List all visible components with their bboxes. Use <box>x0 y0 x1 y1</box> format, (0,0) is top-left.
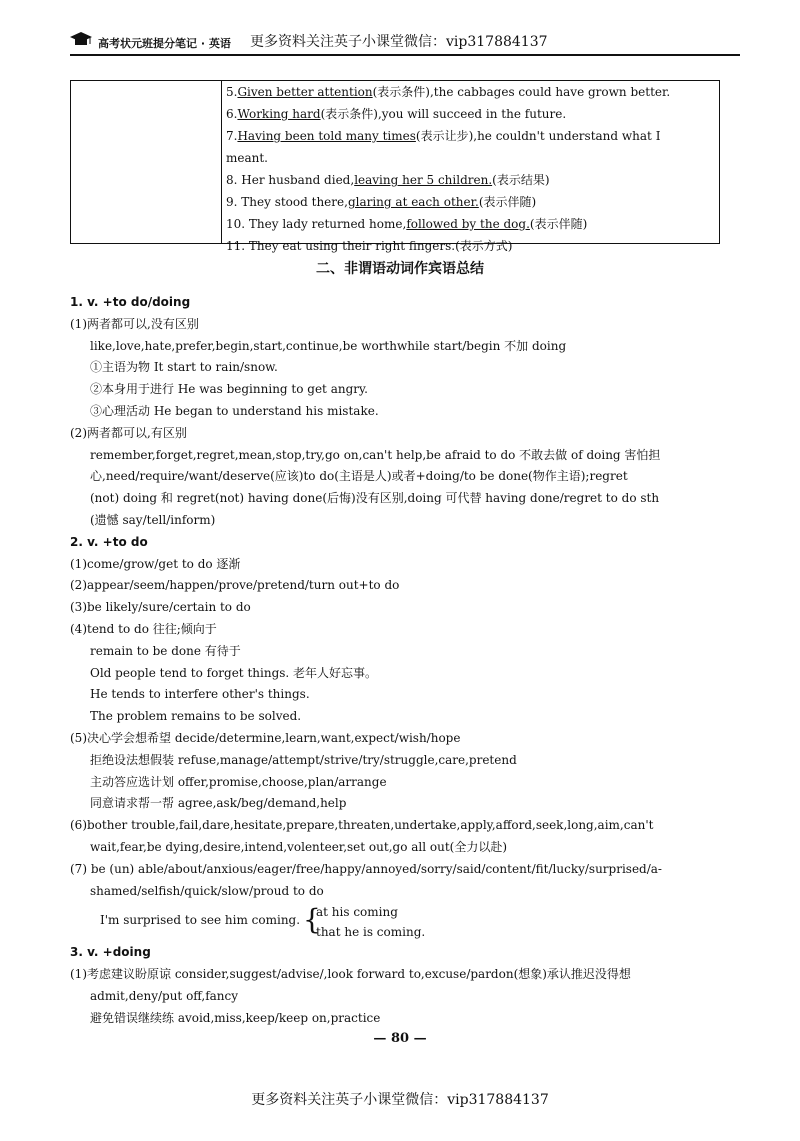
s2-item6a: (6)bother trouble,fail,dare,hesitate,prepare,threaten,undertake,apply,afford,seek,long,aim,can't <box>70 818 654 833</box>
s1-line1: remember,forget,regret,mean,stop,try,go on,can't help,be afraid to do 不敢去做 of doing 害怕担 <box>90 447 661 462</box>
s2-example-option-a: at his coming <box>316 905 398 920</box>
s1-line4: (遗憾 say/tell/inform) <box>90 512 216 527</box>
s2-example-block <box>70 902 730 942</box>
s2-item3: (3)be likely/sure/certain to do <box>70 600 251 615</box>
table-line-pre: They stood there, <box>237 195 348 209</box>
s2-item2: (2)appear/seem/happen/prove/pretend/turn out+to do <box>70 578 400 593</box>
s1-line3: (not) doing 和 regret(not) having done(后悔)没有区别,doing 可代替 having done/regret to do sth <box>90 491 660 506</box>
s2-example: I'm surprised to see him coming. <box>100 913 301 928</box>
s2-item4d: The problem remains to be solved. <box>90 709 302 724</box>
table-line-rest: meant. <box>226 151 268 165</box>
table-line-rest: (表示让步),he couldn't understand what I <box>415 129 661 143</box>
brace-icon: { <box>303 903 321 937</box>
s2-item1: (1)come/grow/get to do 逐渐 <box>70 556 241 571</box>
table-line-rest: (表示伴随) <box>529 217 588 231</box>
s2-item4a: remain to be done 有待于 <box>90 643 241 658</box>
s1-heading: 1. v. +to do/doing <box>70 295 191 309</box>
table-line-rest: (表示结果) <box>492 173 550 187</box>
table-line-num: 7. <box>226 129 238 143</box>
s2-heading: 2. v. +to do <box>70 534 148 549</box>
section-title: 二、非谓语动词作宾语总结 <box>316 261 484 277</box>
table-line-u: Having been told many times <box>237 129 416 143</box>
table-line <box>226 169 717 191</box>
table-line-rest: (表示条件),you will succeed in the future. <box>320 107 567 121</box>
table-line-pre: Her husband died, <box>237 173 355 187</box>
s2-item4c: He tends to interfere other's things. <box>90 687 310 702</box>
table-line-rest: (表示伴随) <box>478 195 537 209</box>
table-line-num: 10. <box>226 217 246 231</box>
s1-point2: ②本身用于进行 He was beginning to get angry. <box>90 382 368 397</box>
s2-item7a: (7) be (un) able/about/anxious/eager/free/happy/annoyed/sorry/said/content/fit/lucky/surprised/a- <box>70 861 662 876</box>
s2-example-option-b: that he is coming. <box>316 925 426 940</box>
table-line-pre: They eat using their right fingers <box>245 239 452 253</box>
page-number: — 80 — <box>373 1031 427 1046</box>
s3-line1: (1)考虑建议盼原谅 consider,suggest/advise/,look forward to,excuse/pardon(想象)承认推迟没得想 <box>70 967 631 982</box>
header-title: 高考状元班提分笔记 · 英语 <box>98 37 231 50</box>
table-line-num: 9. <box>226 195 238 209</box>
table-line-num: 11. <box>226 239 246 253</box>
table-line <box>226 125 717 147</box>
table-line-num: 5. <box>226 85 238 99</box>
table-line-rest: (表示条件),the cabbages could have grown better. <box>372 85 671 99</box>
header-watermark: 更多资料关注英子小课堂微信：vip317884137 <box>250 34 548 50</box>
s2-item4: (4)tend to do 往往;倾向于 <box>70 621 217 636</box>
s1-sub2: (2)两者都可以,有区别 <box>70 425 187 440</box>
s3-line2: admit,deny/put off,fancy <box>90 988 239 1003</box>
footer-watermark: 更多资料关注英子小课堂微信：vip317884137 <box>251 1092 549 1108</box>
s1-line2: 心,need/require/want/deserve(应该)to do(主语是人)或者+doing/to be done(物作主语);regret <box>90 469 628 484</box>
examples-table <box>70 80 720 253</box>
table-line-u: followed by the dog. <box>406 217 530 231</box>
table-line-num: 6. <box>226 107 238 121</box>
s1-verbs1: like,love,hate,prefer,begin,start,continue,be worthwhile start/begin 不加 doing <box>90 338 567 353</box>
table-line <box>226 81 717 103</box>
table-line <box>226 235 717 257</box>
table-lines <box>226 81 717 257</box>
s2-item5b: 主动答应选计划 offer,promise,choose,plan/arrange <box>90 774 387 789</box>
table-line-num: 8. <box>226 173 238 187</box>
table-line <box>226 213 717 235</box>
content-body <box>70 292 730 1030</box>
s1-point1: ①主语为物 It start to rain/snow. <box>90 360 278 375</box>
s1-sub1: (1)两者都可以,没有区别 <box>70 316 199 331</box>
table-line-u: Given better attention <box>237 85 373 99</box>
s3-line3: 避免错误继续练 avoid,miss,keep/keep on,practice <box>90 1010 381 1025</box>
table-line-u: Working hard <box>237 107 321 121</box>
s2-item5a: 拒绝设法想假装 refuse,manage/attempt/strive/try/struggle,care,pretend <box>90 752 517 767</box>
table-line <box>226 103 717 125</box>
table-line-rest: .(表示方式) <box>451 239 513 253</box>
page-header <box>70 28 740 54</box>
table-line-u: glaring at each other. <box>347 195 479 209</box>
s1-point3: ③心理活动 He began to understand his mistake. <box>90 403 379 418</box>
s2-item5c: 同意请求帮一帮 agree,ask/beg/demand,help <box>90 796 347 811</box>
s2-item6b: wait,fear,be dying,desire,intend,volenteer,set out,go all out(全力以赴) <box>90 839 508 854</box>
table-line <box>226 147 717 169</box>
header-rule <box>70 54 740 56</box>
s2-item5: (5)决心学会想希望 decide/determine,learn,want,expect/wish/hope <box>70 730 461 745</box>
table-line-pre: They lady returned home, <box>245 217 407 231</box>
table-divider <box>221 81 222 243</box>
table-line-u: leaving her 5 children. <box>354 173 493 187</box>
s2-item7b: shamed/selfish/quick/slow/proud to do <box>90 883 324 898</box>
table-line <box>226 191 717 213</box>
s2-item4b: Old people tend to forget things. 老年人好忘事。 <box>90 665 378 680</box>
s3-heading: 3. v. +doing <box>70 945 151 960</box>
mortarboard-icon <box>70 32 92 46</box>
